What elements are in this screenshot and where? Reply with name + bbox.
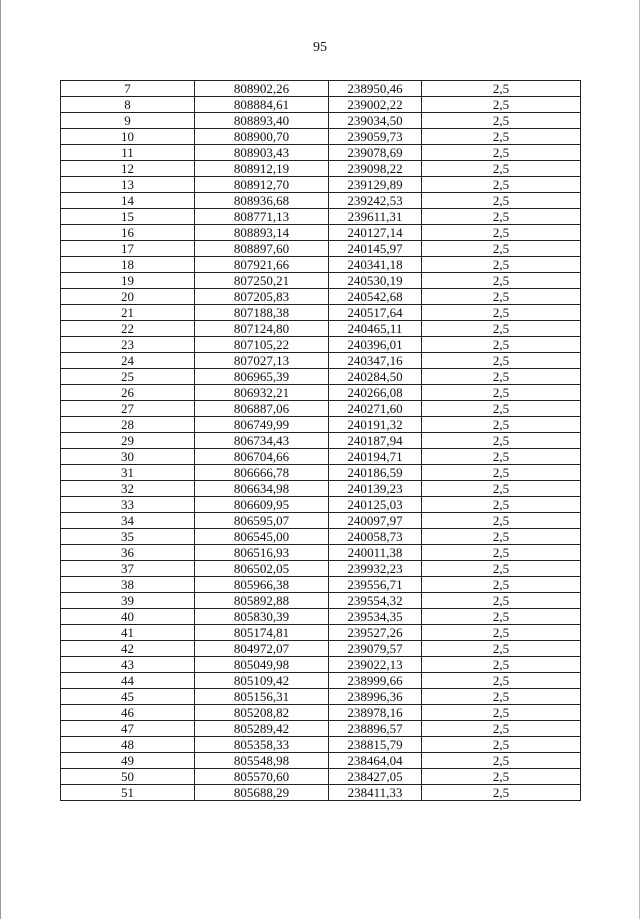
x-coordinate-cell: 806704,66 xyxy=(195,449,329,465)
accuracy-cell: 2,5 xyxy=(422,513,581,529)
x-coordinate-cell: 805892,88 xyxy=(195,593,329,609)
point-number-cell: 34 xyxy=(61,513,195,529)
table-row xyxy=(61,385,581,401)
table-row xyxy=(61,369,581,385)
y-coordinate-cell: 239556,71 xyxy=(329,577,422,593)
point-number-cell: 15 xyxy=(61,209,195,225)
y-coordinate-cell: 240139,23 xyxy=(329,481,422,497)
y-coordinate-cell: 239527,26 xyxy=(329,625,422,641)
table-row xyxy=(61,481,581,497)
accuracy-cell: 2,5 xyxy=(422,529,581,545)
y-coordinate-cell: 239034,50 xyxy=(329,113,422,129)
accuracy-cell: 2,5 xyxy=(422,177,581,193)
point-number-cell: 24 xyxy=(61,353,195,369)
y-coordinate-cell: 240187,94 xyxy=(329,433,422,449)
point-number-cell: 29 xyxy=(61,433,195,449)
y-coordinate-cell: 239022,13 xyxy=(329,657,422,673)
y-coordinate-cell: 240186,59 xyxy=(329,465,422,481)
y-coordinate-cell: 238464,04 xyxy=(329,753,422,769)
point-number-cell: 46 xyxy=(61,705,195,721)
x-coordinate-cell: 806595,07 xyxy=(195,513,329,529)
point-number-cell: 20 xyxy=(61,289,195,305)
table-row xyxy=(61,97,581,113)
x-coordinate-cell: 808771,13 xyxy=(195,209,329,225)
table-row xyxy=(61,337,581,353)
point-number-cell: 44 xyxy=(61,673,195,689)
table-row xyxy=(61,497,581,513)
y-coordinate-cell: 239079,57 xyxy=(329,641,422,657)
point-number-cell: 31 xyxy=(61,465,195,481)
table-row xyxy=(61,305,581,321)
table-row xyxy=(61,769,581,785)
point-number-cell: 23 xyxy=(61,337,195,353)
accuracy-cell: 2,5 xyxy=(422,721,581,737)
accuracy-cell: 2,5 xyxy=(422,705,581,721)
accuracy-cell: 2,5 xyxy=(422,209,581,225)
y-coordinate-cell: 240517,64 xyxy=(329,305,422,321)
point-number-cell: 50 xyxy=(61,769,195,785)
x-coordinate-cell: 806749,99 xyxy=(195,417,329,433)
point-number-cell: 17 xyxy=(61,241,195,257)
y-coordinate-cell: 239932,23 xyxy=(329,561,422,577)
x-coordinate-cell: 805570,60 xyxy=(195,769,329,785)
y-coordinate-cell: 240284,50 xyxy=(329,369,422,385)
accuracy-cell: 2,5 xyxy=(422,657,581,673)
table-row xyxy=(61,113,581,129)
table-row xyxy=(61,193,581,209)
accuracy-cell: 2,5 xyxy=(422,673,581,689)
x-coordinate-cell: 805174,81 xyxy=(195,625,329,641)
point-number-cell: 19 xyxy=(61,273,195,289)
y-coordinate-cell: 239242,53 xyxy=(329,193,422,209)
y-coordinate-cell: 240058,73 xyxy=(329,529,422,545)
y-coordinate-cell: 239002,22 xyxy=(329,97,422,113)
point-number-cell: 8 xyxy=(61,97,195,113)
x-coordinate-cell: 806502,05 xyxy=(195,561,329,577)
point-number-cell: 32 xyxy=(61,481,195,497)
y-coordinate-cell: 238950,46 xyxy=(329,81,422,97)
point-number-cell: 51 xyxy=(61,785,195,801)
table-row xyxy=(61,433,581,449)
point-number-cell: 47 xyxy=(61,721,195,737)
table-row xyxy=(61,705,581,721)
x-coordinate-cell: 808936,68 xyxy=(195,193,329,209)
accuracy-cell: 2,5 xyxy=(422,97,581,113)
point-number-cell: 42 xyxy=(61,641,195,657)
accuracy-cell: 2,5 xyxy=(422,193,581,209)
accuracy-cell: 2,5 xyxy=(422,497,581,513)
point-number-cell: 27 xyxy=(61,401,195,417)
y-coordinate-cell: 240530,19 xyxy=(329,273,422,289)
accuracy-cell: 2,5 xyxy=(422,465,581,481)
x-coordinate-cell: 806932,21 xyxy=(195,385,329,401)
y-coordinate-cell: 240194,71 xyxy=(329,449,422,465)
table-row xyxy=(61,753,581,769)
x-coordinate-cell: 804972,07 xyxy=(195,641,329,657)
x-coordinate-cell: 808902,26 xyxy=(195,81,329,97)
accuracy-cell: 2,5 xyxy=(422,785,581,801)
point-number-cell: 43 xyxy=(61,657,195,673)
point-number-cell: 9 xyxy=(61,113,195,129)
y-coordinate-cell: 238978,16 xyxy=(329,705,422,721)
accuracy-cell: 2,5 xyxy=(422,433,581,449)
x-coordinate-cell: 805156,31 xyxy=(195,689,329,705)
table-row xyxy=(61,449,581,465)
point-number-cell: 28 xyxy=(61,417,195,433)
y-coordinate-cell: 238896,57 xyxy=(329,721,422,737)
point-number-cell: 14 xyxy=(61,193,195,209)
accuracy-cell: 2,5 xyxy=(422,305,581,321)
x-coordinate-cell: 808912,70 xyxy=(195,177,329,193)
y-coordinate-cell: 238815,79 xyxy=(329,737,422,753)
table-row xyxy=(61,577,581,593)
coordinates-table-body xyxy=(61,81,581,801)
x-coordinate-cell: 805208,82 xyxy=(195,705,329,721)
point-number-cell: 49 xyxy=(61,753,195,769)
point-number-cell: 45 xyxy=(61,689,195,705)
accuracy-cell: 2,5 xyxy=(422,113,581,129)
table-row xyxy=(61,273,581,289)
x-coordinate-cell: 808897,60 xyxy=(195,241,329,257)
point-number-cell: 36 xyxy=(61,545,195,561)
point-number-cell: 22 xyxy=(61,321,195,337)
table-row xyxy=(61,625,581,641)
x-coordinate-cell: 807205,83 xyxy=(195,289,329,305)
x-coordinate-cell: 808884,61 xyxy=(195,97,329,113)
table-row xyxy=(61,177,581,193)
accuracy-cell: 2,5 xyxy=(422,145,581,161)
table-row xyxy=(61,145,581,161)
accuracy-cell: 2,5 xyxy=(422,609,581,625)
x-coordinate-cell: 806734,43 xyxy=(195,433,329,449)
accuracy-cell: 2,5 xyxy=(422,257,581,273)
y-coordinate-cell: 238999,66 xyxy=(329,673,422,689)
x-coordinate-cell: 807124,80 xyxy=(195,321,329,337)
x-coordinate-cell: 805966,38 xyxy=(195,577,329,593)
y-coordinate-cell: 239059,73 xyxy=(329,129,422,145)
y-coordinate-cell: 240097,97 xyxy=(329,513,422,529)
y-coordinate-cell: 240145,97 xyxy=(329,241,422,257)
y-coordinate-cell: 240011,38 xyxy=(329,545,422,561)
y-coordinate-cell: 238411,33 xyxy=(329,785,422,801)
table-row xyxy=(61,609,581,625)
accuracy-cell: 2,5 xyxy=(422,449,581,465)
accuracy-cell: 2,5 xyxy=(422,625,581,641)
x-coordinate-cell: 806666,78 xyxy=(195,465,329,481)
table-row xyxy=(61,81,581,97)
table-row xyxy=(61,417,581,433)
accuracy-cell: 2,5 xyxy=(422,545,581,561)
y-coordinate-cell: 240127,14 xyxy=(329,225,422,241)
accuracy-cell: 2,5 xyxy=(422,273,581,289)
point-number-cell: 41 xyxy=(61,625,195,641)
point-number-cell: 33 xyxy=(61,497,195,513)
x-coordinate-cell: 806516,93 xyxy=(195,545,329,561)
table-row xyxy=(61,209,581,225)
y-coordinate-cell: 239078,69 xyxy=(329,145,422,161)
table-row xyxy=(61,225,581,241)
table-row xyxy=(61,673,581,689)
point-number-cell: 11 xyxy=(61,145,195,161)
y-coordinate-cell: 239098,22 xyxy=(329,161,422,177)
table-row xyxy=(61,721,581,737)
y-coordinate-cell: 238427,05 xyxy=(329,769,422,785)
x-coordinate-cell: 806887,06 xyxy=(195,401,329,417)
y-coordinate-cell: 240341,18 xyxy=(329,257,422,273)
point-number-cell: 26 xyxy=(61,385,195,401)
table-row xyxy=(61,545,581,561)
y-coordinate-cell: 239611,31 xyxy=(329,209,422,225)
x-coordinate-cell: 805548,98 xyxy=(195,753,329,769)
x-coordinate-cell: 807105,22 xyxy=(195,337,329,353)
table-row xyxy=(61,289,581,305)
x-coordinate-cell: 806609,95 xyxy=(195,497,329,513)
x-coordinate-cell: 805289,42 xyxy=(195,721,329,737)
table-row xyxy=(61,785,581,801)
table-row xyxy=(61,353,581,369)
x-coordinate-cell: 806545,00 xyxy=(195,529,329,545)
point-number-cell: 40 xyxy=(61,609,195,625)
y-coordinate-cell: 240347,16 xyxy=(329,353,422,369)
point-number-cell: 35 xyxy=(61,529,195,545)
accuracy-cell: 2,5 xyxy=(422,321,581,337)
accuracy-cell: 2,5 xyxy=(422,225,581,241)
point-number-cell: 25 xyxy=(61,369,195,385)
accuracy-cell: 2,5 xyxy=(422,769,581,785)
table-row xyxy=(61,657,581,673)
y-coordinate-cell: 240125,03 xyxy=(329,497,422,513)
y-coordinate-cell: 240396,01 xyxy=(329,337,422,353)
y-coordinate-cell: 239129,89 xyxy=(329,177,422,193)
accuracy-cell: 2,5 xyxy=(422,593,581,609)
x-coordinate-cell: 805109,42 xyxy=(195,673,329,689)
table-row xyxy=(61,529,581,545)
accuracy-cell: 2,5 xyxy=(422,417,581,433)
table-row xyxy=(61,401,581,417)
table-row xyxy=(61,737,581,753)
accuracy-cell: 2,5 xyxy=(422,337,581,353)
y-coordinate-cell: 240191,32 xyxy=(329,417,422,433)
point-number-cell: 39 xyxy=(61,593,195,609)
table-row xyxy=(61,465,581,481)
accuracy-cell: 2,5 xyxy=(422,369,581,385)
accuracy-cell: 2,5 xyxy=(422,81,581,97)
accuracy-cell: 2,5 xyxy=(422,353,581,369)
table-row xyxy=(61,241,581,257)
page-number: 95 xyxy=(313,40,327,55)
point-number-cell: 12 xyxy=(61,161,195,177)
y-coordinate-cell: 239554,32 xyxy=(329,593,422,609)
x-coordinate-cell: 807188,38 xyxy=(195,305,329,321)
table-row xyxy=(61,257,581,273)
y-coordinate-cell: 239534,35 xyxy=(329,609,422,625)
table-row xyxy=(61,321,581,337)
table-row xyxy=(61,689,581,705)
table-row xyxy=(61,641,581,657)
x-coordinate-cell: 808893,40 xyxy=(195,113,329,129)
point-number-cell: 37 xyxy=(61,561,195,577)
y-coordinate-cell: 240465,11 xyxy=(329,321,422,337)
table-row xyxy=(61,161,581,177)
accuracy-cell: 2,5 xyxy=(422,161,581,177)
point-number-cell: 18 xyxy=(61,257,195,273)
point-number-cell: 30 xyxy=(61,449,195,465)
x-coordinate-cell: 808903,43 xyxy=(195,145,329,161)
accuracy-cell: 2,5 xyxy=(422,577,581,593)
accuracy-cell: 2,5 xyxy=(422,385,581,401)
x-coordinate-cell: 807027,13 xyxy=(195,353,329,369)
coordinates-table xyxy=(60,80,581,801)
y-coordinate-cell: 238996,36 xyxy=(329,689,422,705)
point-number-cell: 48 xyxy=(61,737,195,753)
x-coordinate-cell: 806634,98 xyxy=(195,481,329,497)
point-number-cell: 10 xyxy=(61,129,195,145)
x-coordinate-cell: 807921,66 xyxy=(195,257,329,273)
point-number-cell: 21 xyxy=(61,305,195,321)
accuracy-cell: 2,5 xyxy=(422,289,581,305)
x-coordinate-cell: 808900,70 xyxy=(195,129,329,145)
accuracy-cell: 2,5 xyxy=(422,241,581,257)
point-number-cell: 7 xyxy=(61,81,195,97)
x-coordinate-cell: 807250,21 xyxy=(195,273,329,289)
y-coordinate-cell: 240266,08 xyxy=(329,385,422,401)
x-coordinate-cell: 805830,39 xyxy=(195,609,329,625)
y-coordinate-cell: 240542,68 xyxy=(329,289,422,305)
table-row xyxy=(61,561,581,577)
accuracy-cell: 2,5 xyxy=(422,689,581,705)
accuracy-cell: 2,5 xyxy=(422,753,581,769)
accuracy-cell: 2,5 xyxy=(422,481,581,497)
accuracy-cell: 2,5 xyxy=(422,561,581,577)
table-row xyxy=(61,593,581,609)
y-coordinate-cell: 240271,60 xyxy=(329,401,422,417)
accuracy-cell: 2,5 xyxy=(422,401,581,417)
point-number-cell: 13 xyxy=(61,177,195,193)
point-number-cell: 38 xyxy=(61,577,195,593)
x-coordinate-cell: 808893,14 xyxy=(195,225,329,241)
accuracy-cell: 2,5 xyxy=(422,737,581,753)
x-coordinate-cell: 805358,33 xyxy=(195,737,329,753)
point-number-cell: 16 xyxy=(61,225,195,241)
accuracy-cell: 2,5 xyxy=(422,641,581,657)
table-row xyxy=(61,129,581,145)
x-coordinate-cell: 808912,19 xyxy=(195,161,329,177)
x-coordinate-cell: 806965,39 xyxy=(195,369,329,385)
accuracy-cell: 2,5 xyxy=(422,129,581,145)
x-coordinate-cell: 805049,98 xyxy=(195,657,329,673)
x-coordinate-cell: 805688,29 xyxy=(195,785,329,801)
table-row xyxy=(61,513,581,529)
